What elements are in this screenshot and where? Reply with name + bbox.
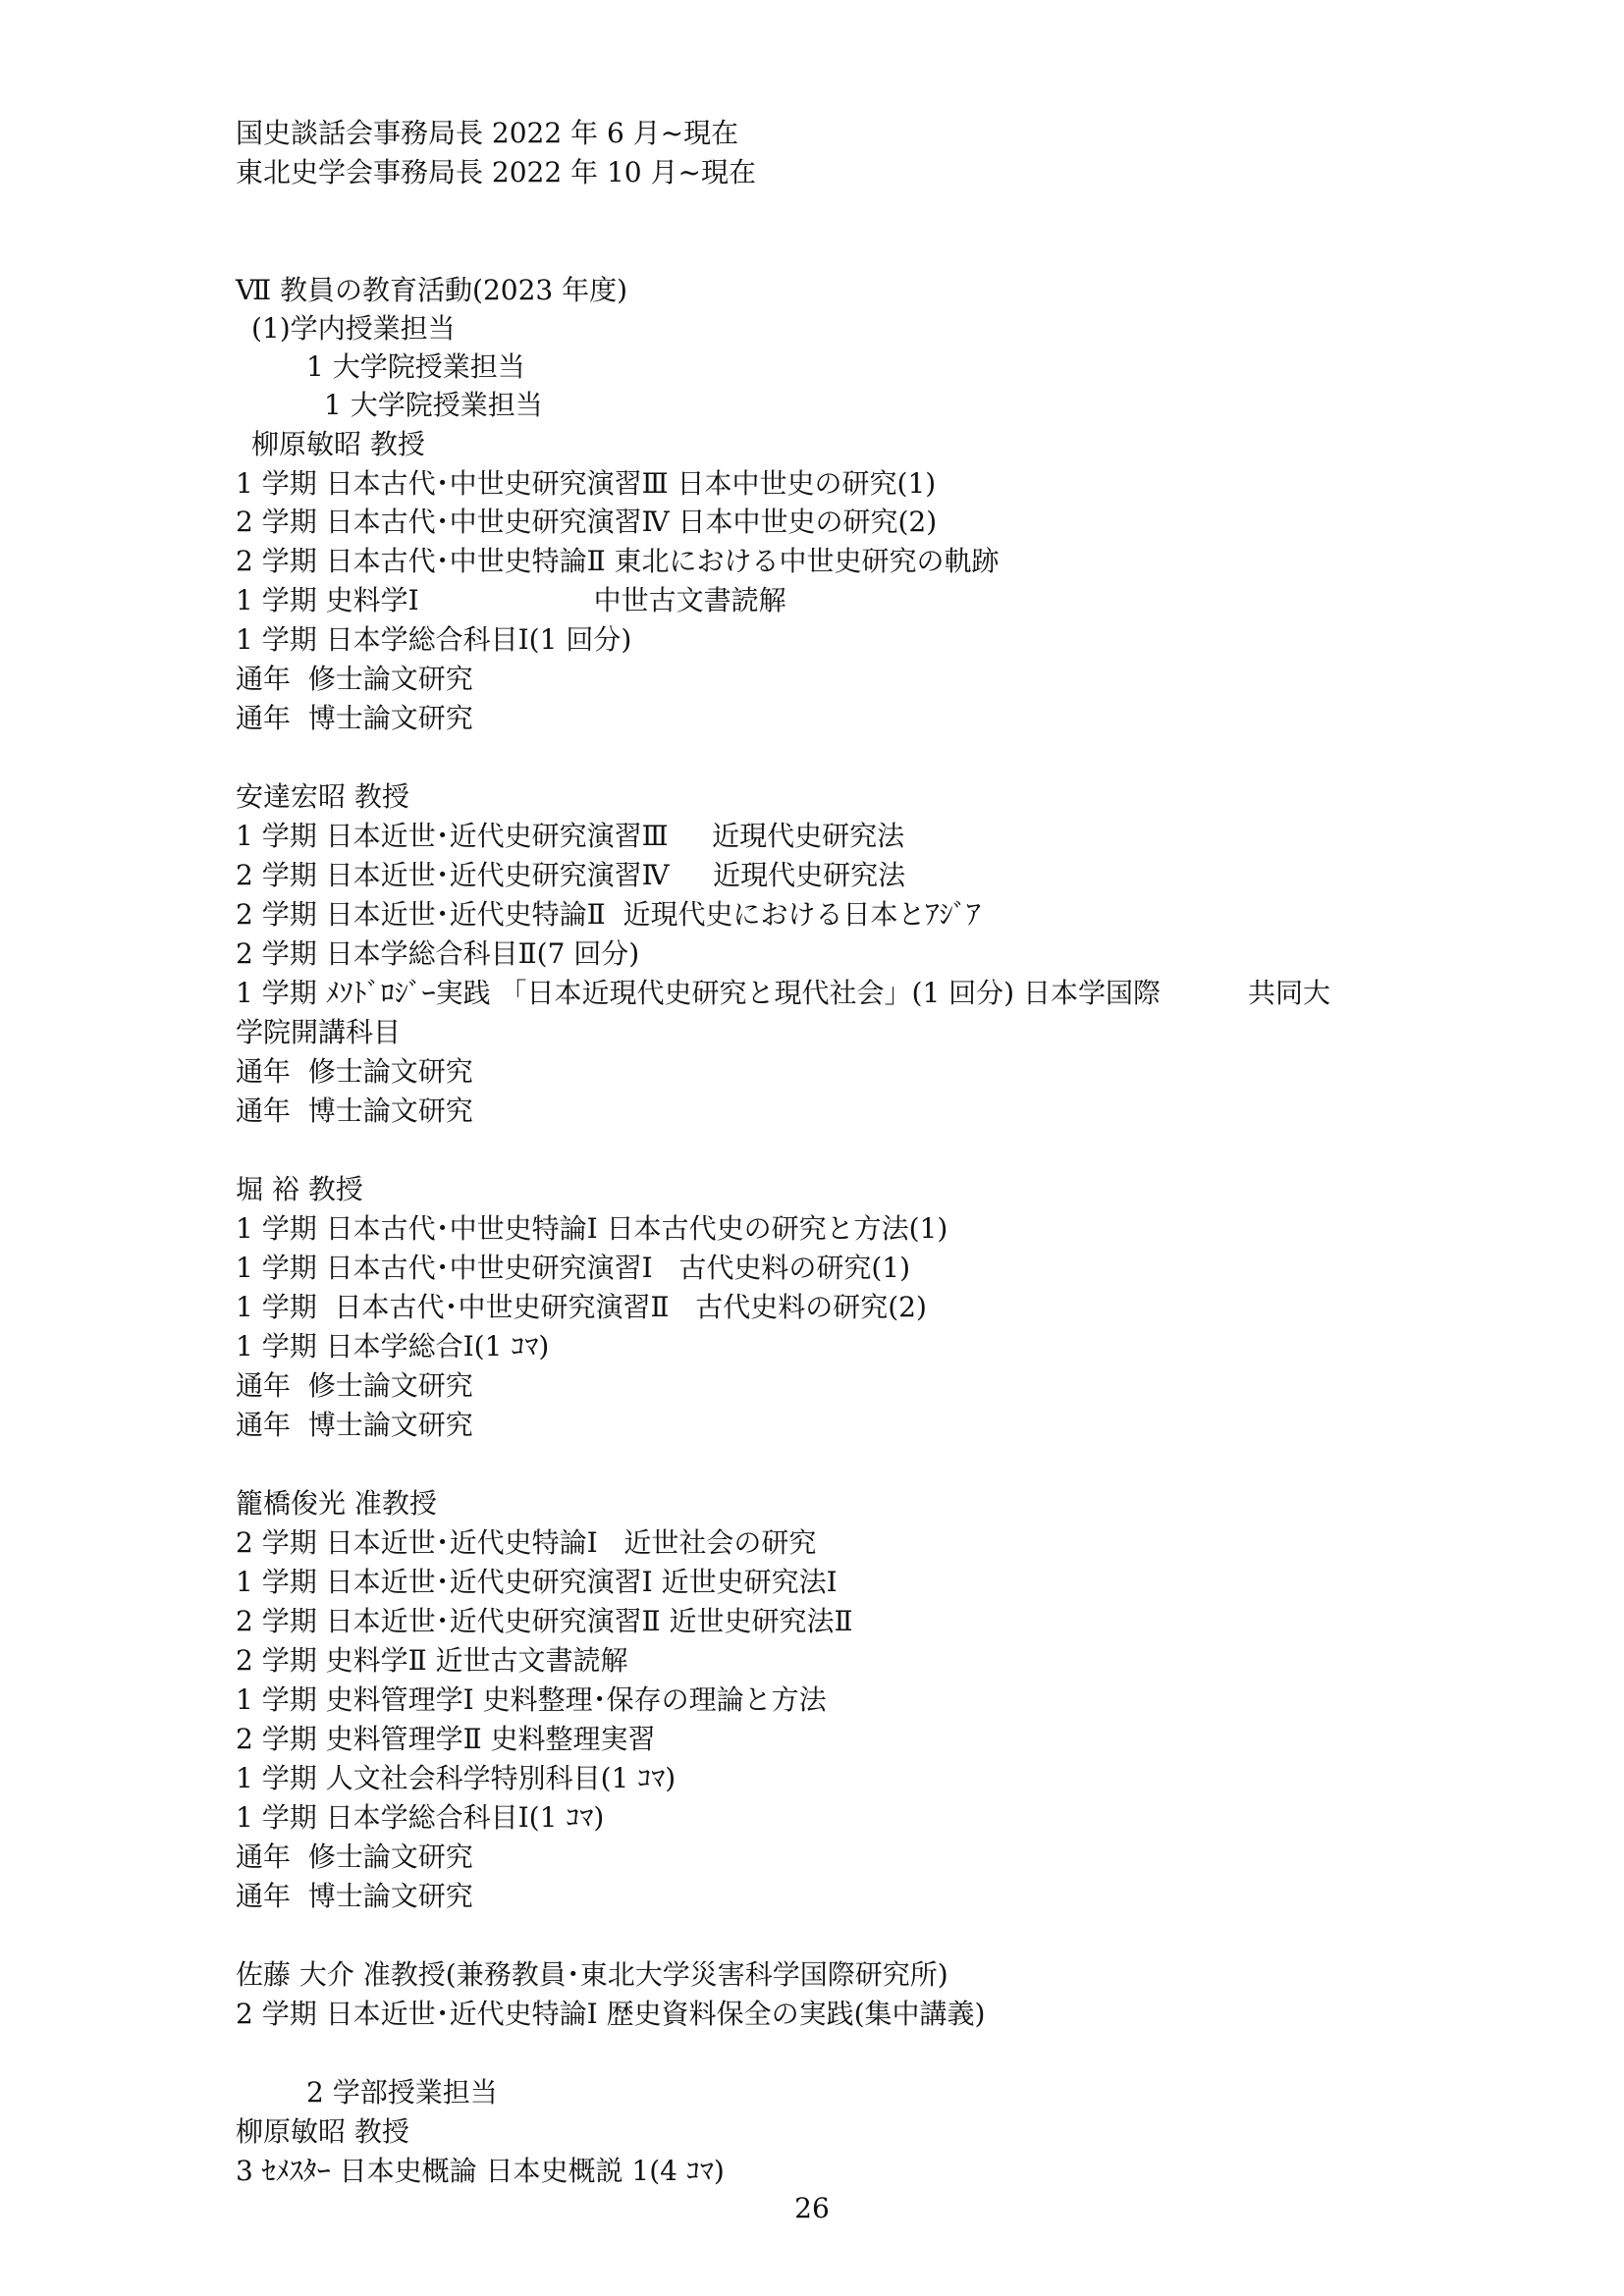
role-line-2: 東北史学会事務局長 2022 年 10 月~現在 bbox=[236, 156, 756, 188]
course-line: 1 学期 日本学総合科目Ⅰ(1 回分) bbox=[236, 623, 632, 656]
graduate-heading: 1 大学院授業担当 bbox=[306, 350, 525, 383]
course-line: 2 学期 史料管理学Ⅱ 史料整理実習 bbox=[236, 1723, 656, 1755]
course-line: 2 学期 日本古代･中世史特論Ⅱ 東北における中世史研究の軌跡 bbox=[236, 545, 1000, 577]
course-line: 通年 博士論文研究 bbox=[236, 1880, 473, 1912]
section-title: Ⅶ 教員の教育活動(2023 年度) bbox=[236, 274, 628, 306]
course-line: 通年 博士論文研究 bbox=[236, 1409, 473, 1441]
faculty-name: 柳原敏昭 教授 bbox=[236, 2115, 409, 2148]
course-line: 通年 博士論文研究 bbox=[236, 1095, 473, 1127]
course-line: 2 学期 日本学総合科目Ⅱ(7 回分) bbox=[236, 937, 640, 970]
undergrad-heading: 2 学部授業担当 bbox=[306, 2076, 498, 2109]
faculty-name: 佐藤 大介 准教授(兼務教員･東北大学災害科学国際研究所) bbox=[236, 1958, 948, 1991]
course-line: 通年 修士論文研究 bbox=[236, 663, 473, 695]
course-line: 2 学期 日本近世･近代史特論Ⅰ 近世社会の研究 bbox=[236, 1526, 817, 1559]
course-line: 通年 修士論文研究 bbox=[236, 1055, 473, 1088]
faculty-name: 安達宏昭 教授 bbox=[236, 780, 409, 813]
course-line: 2 学期 日本近世･近代史研究演習Ⅳ 近現代史研究法 bbox=[236, 859, 906, 891]
course-line: 1 学期 日本学総合科目Ⅰ(1 ｺﾏ) bbox=[236, 1801, 605, 1834]
course-line: 1 学期 日本近世･近代史研究演習Ⅲ 近現代史研究法 bbox=[236, 820, 905, 852]
course-line: 通年 修士論文研究 bbox=[236, 1369, 473, 1402]
graduate-heading-repeat: 1 大学院授業担当 bbox=[324, 389, 543, 421]
faculty-name: 堀 裕 教授 bbox=[236, 1173, 363, 1205]
course-line: 2 学期 日本古代･中世史研究演習Ⅳ 日本中世史の研究(2) bbox=[236, 506, 938, 538]
course-line: 通年 博士論文研究 bbox=[236, 702, 473, 734]
course-line: 1 学期 史料学Ⅰ 中世古文書読解 bbox=[236, 584, 786, 616]
course-line: 1 学期 日本古代･中世史研究演習Ⅰ 古代史料の研究(1) bbox=[236, 1252, 911, 1284]
course-line: 2 学期 日本近世･近代史研究演習Ⅱ 近世史研究法Ⅱ bbox=[236, 1605, 853, 1637]
subsection-title: (1)学内授業担当 bbox=[251, 312, 456, 345]
role-line-1: 国史談話会事務局長 2022 年 6 月~現在 bbox=[236, 117, 739, 149]
course-line: 通年 修士論文研究 bbox=[236, 1841, 473, 1873]
course-line: 1 学期 日本古代･中世史研究演習Ⅱ 古代史料の研究(2) bbox=[236, 1291, 927, 1323]
page-number: 26 bbox=[794, 2192, 830, 2224]
course-line: 1 学期 日本古代･中世史特論Ⅰ 日本古代史の研究と方法(1) bbox=[236, 1212, 948, 1245]
faculty-name: 柳原敏昭 教授 bbox=[251, 428, 425, 460]
course-line: 学院開講科目 bbox=[236, 1016, 402, 1048]
course-line: 1 学期 日本近世･近代史研究演習Ⅰ 近世史研究法Ⅰ bbox=[236, 1566, 838, 1598]
course-line: 1 学期 日本学総合Ⅰ(1 ｺﾏ) bbox=[236, 1330, 550, 1362]
course-line: 2 学期 日本近世･近代史特論Ⅰ 歴史資料保全の実践(集中講義) bbox=[236, 1998, 986, 2030]
course-line: 3 ｾﾒｽﾀｰ 日本史概論 日本史概説 1(4 ｺﾏ) bbox=[236, 2155, 725, 2187]
course-line: 1 学期 人文社会科学特別科目(1 ｺﾏ) bbox=[236, 1762, 677, 1794]
course-line: 2 学期 日本近世･近代史特論Ⅱ 近現代史における日本とｱｼﾞｱ bbox=[236, 898, 981, 931]
faculty-name: 籠橋俊光 准教授 bbox=[236, 1487, 437, 1520]
course-line: 1 学期 ﾒｿﾄﾞﾛｼﾞｰ実践 「日本近現代史研究と現代社会」(1 回分) 日本学国際 共同大 bbox=[236, 977, 1330, 1009]
course-line: 2 学期 史料学Ⅱ 近世古文書読解 bbox=[236, 1644, 628, 1677]
course-line: 1 学期 日本古代･中世史研究演習Ⅲ 日本中世史の研究(1) bbox=[236, 467, 937, 500]
course-line: 1 学期 史料管理学Ⅰ 史料整理･保存の理論と方法 bbox=[236, 1683, 827, 1716]
